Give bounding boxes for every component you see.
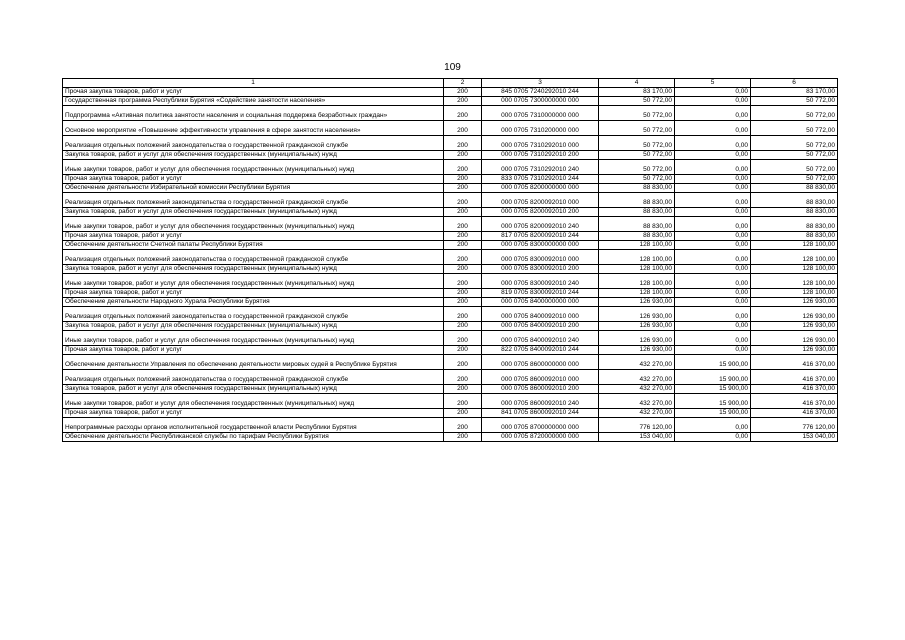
row-code-cell: 000 0705 8200092010 000 [482,193,599,208]
row-code-cell: 841 0705 8600092010 244 [482,409,599,418]
row-change-cell: 15 900,00 [675,394,751,409]
row-col2-cell: 200 [444,232,482,241]
row-amount-cell: 50 772,00 [599,175,675,184]
row-col2-cell: 200 [444,136,482,151]
row-total-cell: 50 772,00 [751,121,838,136]
table-row [63,265,838,274]
row-col2-cell: 200 [444,241,482,250]
table-row [63,136,838,151]
table-row [63,409,838,418]
row-code-cell: 000 0705 7310292010 000 [482,136,599,151]
table-row [63,232,838,241]
row-col2-cell: 200 [444,250,482,265]
row-name-cell: Прочая закупка товаров, работ и услуг [63,88,444,97]
table-row [63,88,838,97]
row-code-cell: 819 0705 8300092010 244 [482,289,599,298]
table-row [63,298,838,307]
row-name-cell: Закупка товаров, работ и услуг для обеспечения государственных (муниципальных) нужд [63,151,444,160]
row-name-cell: Иные закупки товаров, работ и услуг для обеспечения государственных (муниципальных) нужд [63,217,444,232]
row-total-cell: 128 100,00 [751,274,838,289]
row-name-cell: Обеспечение деятельности Счетной палаты Республики Бурятия [63,241,444,250]
row-change-cell: 15 900,00 [675,409,751,418]
table-row [63,217,838,232]
row-amount-cell: 50 772,00 [599,106,675,121]
row-col2-cell: 200 [444,151,482,160]
row-name-cell: Основное мероприятие «Повышение эффективности управления в сфере занятости населения» [63,121,444,136]
row-code-cell: 833 0705 7310292010 244 [482,175,599,184]
table-row [63,208,838,217]
row-col2-cell: 200 [444,175,482,184]
row-col2-cell: 200 [444,193,482,208]
row-code-cell: 000 0705 7310000000 000 [482,106,599,121]
row-change-cell: 0,00 [675,250,751,265]
table-row [63,241,838,250]
row-code-cell: 000 0705 7310292010 240 [482,160,599,175]
table-row [63,289,838,298]
row-name-cell: Прочая закупка товаров, работ и услуг [63,175,444,184]
row-total-cell: 126 930,00 [751,322,838,331]
row-code-cell: 845 0705 7240292010 244 [482,88,599,97]
row-amount-cell: 432 270,00 [599,355,675,370]
row-name-cell: Иные закупки товаров, работ и услуг для обеспечения государственных (муниципальных) нужд [63,331,444,346]
row-name-cell: Непрограммные расходы органов исполнительной государственной власти Республики Бурятия [63,418,444,433]
row-amount-cell: 776 120,00 [599,418,675,433]
row-name-cell: Обеспечение деятельности Избирательной комиссии Республики Бурятия [63,184,444,193]
row-total-cell: 88 830,00 [751,217,838,232]
row-amount-cell: 126 930,00 [599,298,675,307]
table-header-row [63,79,838,88]
row-change-cell: 0,00 [675,151,751,160]
row-code-cell: 000 0705 8720000000 000 [482,433,599,442]
row-total-cell: 128 100,00 [751,241,838,250]
row-total-cell: 416 370,00 [751,409,838,418]
row-col2-cell: 200 [444,355,482,370]
row-amount-cell: 88 830,00 [599,217,675,232]
row-amount-cell: 126 930,00 [599,322,675,331]
row-change-cell: 0,00 [675,106,751,121]
row-col2-cell: 200 [444,409,482,418]
column-header: 5 [675,79,751,88]
table-row [63,418,838,433]
row-name-cell: Прочая закупка товаров, работ и услуг [63,289,444,298]
row-total-cell: 416 370,00 [751,355,838,370]
row-change-cell: 15 900,00 [675,370,751,385]
table-row [63,274,838,289]
row-change-cell: 0,00 [675,184,751,193]
row-amount-cell: 128 100,00 [599,265,675,274]
table-row [63,370,838,385]
row-col2-cell: 200 [444,331,482,346]
table-row [63,106,838,121]
row-name-cell: Закупка товаров, работ и услуг для обеспечения государственных (муниципальных) нужд [63,385,444,394]
row-name-cell: Обеспечение деятельности Республиканской службы по тарифам Республики Бурятия [63,433,444,442]
row-change-cell: 0,00 [675,241,751,250]
row-total-cell: 126 930,00 [751,331,838,346]
row-name-cell: Реализация отдельных положений законодательства о государственной гражданской службе [63,370,444,385]
row-col2-cell: 200 [444,184,482,193]
row-total-cell: 88 830,00 [751,232,838,241]
row-change-cell: 0,00 [675,88,751,97]
row-amount-cell: 432 270,00 [599,370,675,385]
row-code-cell: 000 0705 8200092010 200 [482,208,599,217]
row-change-cell: 0,00 [675,298,751,307]
row-change-cell: 0,00 [675,265,751,274]
row-col2-cell: 200 [444,394,482,409]
row-name-cell: Обеспечение деятельности Народного Хурала Республики Бурятия [63,298,444,307]
row-change-cell: 0,00 [675,97,751,106]
column-header: 4 [599,79,675,88]
column-header: 2 [444,79,482,88]
row-col2-cell: 200 [444,160,482,175]
row-amount-cell: 88 830,00 [599,208,675,217]
row-amount-cell: 50 772,00 [599,136,675,151]
row-code-cell: 000 0705 8300092010 000 [482,250,599,265]
row-name-cell: Обеспечение деятельности Управления по обеспечению деятельности мировых судей в Республике Бурятия [63,355,444,370]
row-col2-cell: 200 [444,106,482,121]
row-change-cell: 15 900,00 [675,385,751,394]
row-amount-cell: 50 772,00 [599,151,675,160]
row-code-cell: 000 0705 8300092010 240 [482,274,599,289]
row-total-cell: 126 930,00 [751,307,838,322]
row-code-cell: 000 0705 8600092010 240 [482,394,599,409]
row-change-cell: 0,00 [675,331,751,346]
row-col2-cell: 200 [444,322,482,331]
row-name-cell: Прочая закупка товаров, работ и услуг [63,409,444,418]
row-col2-cell: 200 [444,298,482,307]
row-total-cell: 416 370,00 [751,385,838,394]
row-col2-cell: 200 [444,370,482,385]
row-change-cell: 0,00 [675,208,751,217]
row-total-cell: 776 120,00 [751,418,838,433]
row-name-cell: Иные закупки товаров, работ и услуг для обеспечения государственных (муниципальных) нужд [63,160,444,175]
row-change-cell: 0,00 [675,418,751,433]
row-col2-cell: 200 [444,217,482,232]
row-code-cell: 000 0705 8600000000 000 [482,355,599,370]
table-row [63,160,838,175]
table-row [63,394,838,409]
row-name-cell: Подпрограмма «Активная политика занятости населения и социальная поддержка безработных граждан» [63,106,444,121]
row-change-cell: 0,00 [675,307,751,322]
row-total-cell: 416 370,00 [751,370,838,385]
row-change-cell: 0,00 [675,322,751,331]
row-total-cell: 88 830,00 [751,184,838,193]
row-total-cell: 83 170,00 [751,88,838,97]
row-amount-cell: 126 930,00 [599,331,675,346]
row-change-cell: 0,00 [675,175,751,184]
row-code-cell: 000 0705 7310292010 200 [482,151,599,160]
row-total-cell: 88 830,00 [751,208,838,217]
row-name-cell: Прочая закупка товаров, работ и услуг [63,232,444,241]
row-change-cell: 0,00 [675,121,751,136]
row-col2-cell: 200 [444,418,482,433]
row-change-cell: 0,00 [675,193,751,208]
table-row [63,97,838,106]
table-row [63,385,838,394]
row-name-cell: Закупка товаров, работ и услуг для обеспечения государственных (муниципальных) нужд [63,322,444,331]
page-number: 109 [444,62,461,73]
row-total-cell: 50 772,00 [751,106,838,121]
table-row [63,121,838,136]
row-col2-cell: 200 [444,265,482,274]
budget-table [62,78,838,442]
row-amount-cell: 128 100,00 [599,274,675,289]
row-col2-cell: 200 [444,88,482,97]
row-change-cell: 0,00 [675,217,751,232]
table-row [63,193,838,208]
row-name-cell: Реализация отдельных положений законодательства о государственной гражданской службе [63,136,444,151]
row-code-cell: 000 0705 8400092010 200 [482,322,599,331]
row-change-cell: 0,00 [675,346,751,355]
row-col2-cell: 200 [444,208,482,217]
row-change-cell: 0,00 [675,274,751,289]
row-total-cell: 88 830,00 [751,193,838,208]
row-change-cell: 0,00 [675,289,751,298]
row-code-cell: 817 0705 8200092010 244 [482,232,599,241]
row-code-cell: 000 0705 8600092010 000 [482,370,599,385]
row-code-cell: 000 0705 8200000000 000 [482,184,599,193]
row-code-cell: 000 0705 8400000000 000 [482,298,599,307]
row-col2-cell: 200 [444,433,482,442]
row-total-cell: 50 772,00 [751,136,838,151]
table-row [63,346,838,355]
row-code-cell: 000 0705 8400092010 000 [482,307,599,322]
row-change-cell: 15 900,00 [675,355,751,370]
row-name-cell: Реализация отдельных положений законодательства о государственной гражданской службе [63,193,444,208]
row-amount-cell: 50 772,00 [599,97,675,106]
row-change-cell: 0,00 [675,433,751,442]
row-col2-cell: 200 [444,121,482,136]
row-col2-cell: 200 [444,307,482,322]
row-name-cell: Реализация отдельных положений законодательства о государственной гражданской службе [63,307,444,322]
table-row [63,151,838,160]
row-col2-cell: 200 [444,274,482,289]
row-amount-cell: 88 830,00 [599,193,675,208]
table-row [63,322,838,331]
row-total-cell: 126 930,00 [751,298,838,307]
table-body [63,88,838,442]
row-total-cell: 50 772,00 [751,151,838,160]
row-amount-cell: 432 270,00 [599,409,675,418]
row-total-cell: 153 040,00 [751,433,838,442]
row-total-cell: 416 370,00 [751,394,838,409]
row-amount-cell: 88 830,00 [599,184,675,193]
row-total-cell: 128 100,00 [751,250,838,265]
row-amount-cell: 432 270,00 [599,385,675,394]
table-row [63,355,838,370]
column-header: 1 [63,79,444,88]
row-amount-cell: 128 100,00 [599,250,675,265]
row-amount-cell: 432 270,00 [599,394,675,409]
row-name-cell: Иные закупки товаров, работ и услуг для обеспечения государственных (муниципальных) нужд [63,394,444,409]
row-total-cell: 128 100,00 [751,265,838,274]
row-code-cell: 000 0705 8300092010 200 [482,265,599,274]
row-amount-cell: 50 772,00 [599,160,675,175]
row-name-cell: Реализация отдельных положений законодательства о государственной гражданской службе [63,250,444,265]
row-col2-cell: 200 [444,385,482,394]
row-amount-cell: 126 930,00 [599,346,675,355]
row-total-cell: 128 100,00 [751,289,838,298]
row-code-cell: 000 0705 8700000000 000 [482,418,599,433]
row-amount-cell: 88 830,00 [599,232,675,241]
table-row [63,250,838,265]
table-row [63,175,838,184]
row-code-cell: 000 0705 8300000000 000 [482,241,599,250]
row-change-cell: 0,00 [675,136,751,151]
row-change-cell: 0,00 [675,160,751,175]
row-total-cell: 50 772,00 [751,160,838,175]
row-name-cell: Закупка товаров, работ и услуг для обеспечения государственных (муниципальных) нужд [63,208,444,217]
row-name-cell: Прочая закупка товаров, работ и услуг [63,346,444,355]
row-code-cell: 000 0705 7300000000 000 [482,97,599,106]
row-total-cell: 50 772,00 [751,97,838,106]
row-col2-cell: 200 [444,97,482,106]
row-amount-cell: 50 772,00 [599,121,675,136]
row-total-cell: 50 772,00 [751,175,838,184]
row-amount-cell: 153 040,00 [599,433,675,442]
table-row [63,433,838,442]
column-header: 3 [482,79,599,88]
row-col2-cell: 200 [444,346,482,355]
row-amount-cell: 83 170,00 [599,88,675,97]
row-code-cell: 000 0705 8600092010 200 [482,385,599,394]
row-code-cell: 000 0705 7310200000 000 [482,121,599,136]
column-header: 6 [751,79,838,88]
row-name-cell: Иные закупки товаров, работ и услуг для обеспечения государственных (муниципальных) нужд [63,274,444,289]
row-name-cell: Государственная программа Республики Бурятия «Содействие занятости населения» [63,97,444,106]
row-total-cell: 126 930,00 [751,346,838,355]
row-change-cell: 0,00 [675,232,751,241]
row-code-cell: 822 0705 8400092010 244 [482,346,599,355]
row-amount-cell: 128 100,00 [599,241,675,250]
row-code-cell: 000 0705 8400092010 240 [482,331,599,346]
row-name-cell: Закупка товаров, работ и услуг для обеспечения государственных (муниципальных) нужд [63,265,444,274]
table-row [63,184,838,193]
row-amount-cell: 128 100,00 [599,289,675,298]
table-row [63,307,838,322]
row-col2-cell: 200 [444,289,482,298]
table-row [63,331,838,346]
row-amount-cell: 126 930,00 [599,307,675,322]
row-code-cell: 000 0705 8200092010 240 [482,217,599,232]
